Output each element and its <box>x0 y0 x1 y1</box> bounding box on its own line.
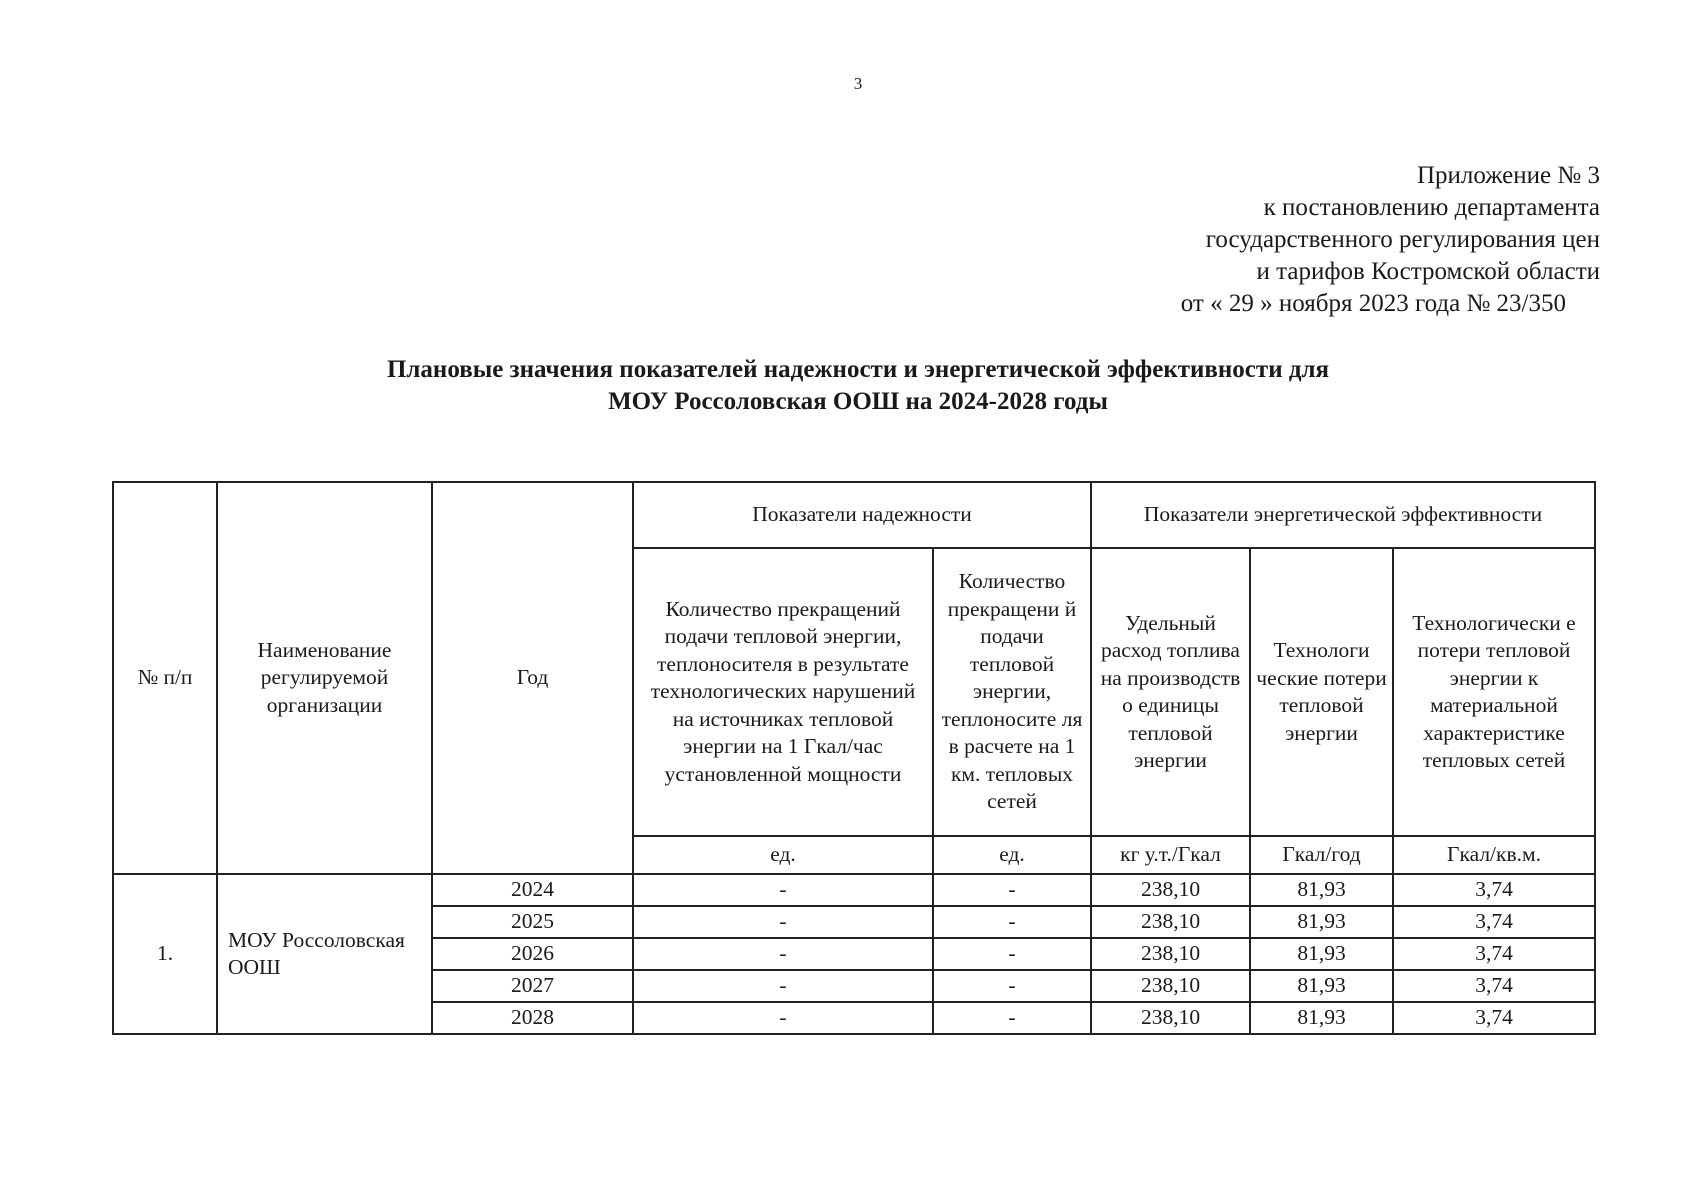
cell-losses-ratio: 3,74 <box>1393 970 1595 1002</box>
document-title <box>0 354 1696 418</box>
unit-losses-ratio: Гкал/кв.м. <box>1393 836 1595 874</box>
unit-interruptions-network: ед. <box>933 836 1091 874</box>
cell-losses: 81,93 <box>1250 1002 1393 1034</box>
table-row <box>113 874 1595 906</box>
cell-year: 2024 <box>432 874 633 906</box>
header-losses-ratio: Технологически е потери тепловой энергии к материальной характеристике тепловых сетей <box>1393 548 1595 836</box>
cell-interruptions-network: - <box>933 906 1091 938</box>
cell-interruptions-source: - <box>633 874 933 906</box>
cell-year: 2027 <box>432 970 633 1002</box>
header-reliability-group: Показатели надежности <box>633 482 1091 548</box>
cell-losses-ratio: 3,74 <box>1393 938 1595 970</box>
cell-interruptions-network: - <box>933 874 1091 906</box>
header-org: Наименование регулируемой организации <box>217 482 432 874</box>
cell-interruptions-network: - <box>933 938 1091 970</box>
appendix-block <box>1181 160 1600 320</box>
cell-interruptions-source: - <box>633 970 933 1002</box>
header-interruptions-network: Количество прекращени й подачи тепловой энергии, теплоносите ля в расчете на 1 км. тепловых сетей <box>933 548 1091 836</box>
cell-fuel: 238,10 <box>1091 938 1250 970</box>
header-interruptions-source: Количество прекращений подачи тепловой энергии, теплоносителя в результате технологических нарушений на источниках тепловой энергии на 1 Гкал/час установленной мощности <box>633 548 933 836</box>
appendix-line-date: от « 29 » ноября 2023 года № 23/350 <box>1180 290 1566 317</box>
unit-losses: Гкал/год <box>1250 836 1393 874</box>
cell-fuel: 238,10 <box>1091 1002 1250 1034</box>
organization-name: МОУ Россоловская ООШ <box>217 874 432 1034</box>
cell-losses: 81,93 <box>1250 874 1393 906</box>
header-fuel: Удельный расход топлива на производств о единицы тепловой энергии <box>1091 548 1250 836</box>
cell-interruptions-source: - <box>633 1002 933 1034</box>
unit-fuel: кг у.т./Гкал <box>1091 836 1250 874</box>
cell-losses-ratio: 3,74 <box>1393 906 1595 938</box>
title-line: МОУ Россоловская ООШ на 2024-2028 годы <box>608 388 1108 415</box>
cell-year: 2026 <box>432 938 633 970</box>
header-efficiency-group: Показатели энергетической эффективности <box>1091 482 1595 548</box>
cell-losses-ratio: 3,74 <box>1393 1002 1595 1034</box>
appendix-line: к постановлению департамента <box>1263 194 1600 221</box>
cell-interruptions-network: - <box>933 1002 1091 1034</box>
title-line: Плановые значения показателей надежности и энергетической эффективности для <box>386 356 1330 383</box>
cell-losses-ratio: 3,74 <box>1393 874 1595 906</box>
unit-interruptions-source: ед. <box>633 836 933 874</box>
appendix-line: государственного регулирования цен <box>1205 226 1600 253</box>
cell-interruptions-source: - <box>633 938 933 970</box>
cell-interruptions-network: - <box>933 970 1091 1002</box>
appendix-line: Приложение № 3 <box>1416 162 1600 189</box>
page-number: 3 <box>853 74 863 93</box>
appendix-line: и тарифов Костромской области <box>1256 258 1600 285</box>
header-num: № п/п <box>113 482 217 874</box>
header-year: Год <box>432 482 633 874</box>
cell-fuel: 238,10 <box>1091 970 1250 1002</box>
cell-fuel: 238,10 <box>1091 874 1250 906</box>
cell-losses: 81,93 <box>1250 938 1393 970</box>
header-losses: Технологи ческие потери тепловой энергии <box>1250 548 1393 836</box>
cell-year: 2028 <box>432 1002 633 1034</box>
cell-year: 2025 <box>432 906 633 938</box>
cell-interruptions-source: - <box>633 906 933 938</box>
cell-fuel: 238,10 <box>1091 906 1250 938</box>
indicators-table <box>112 481 1596 1035</box>
row-number: 1. <box>113 874 217 1034</box>
cell-losses: 81,93 <box>1250 906 1393 938</box>
header-row-groups <box>113 482 1595 548</box>
cell-losses: 81,93 <box>1250 970 1393 1002</box>
